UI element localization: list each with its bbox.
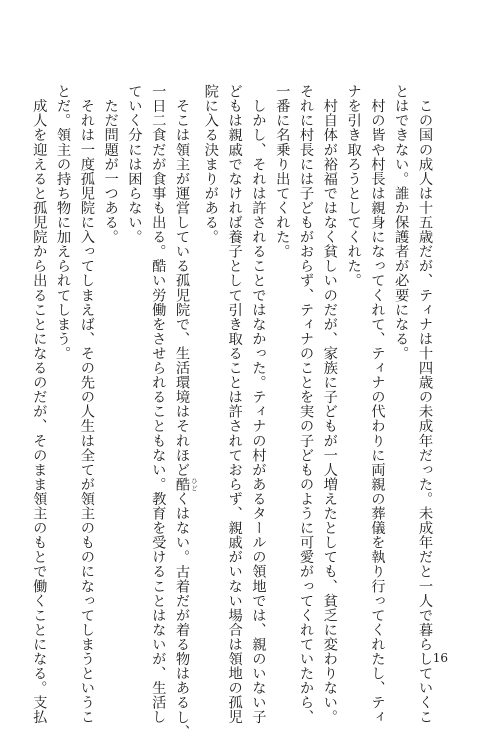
text-line-7: 一番に名乗り出てくれた。 xyxy=(274,84,291,259)
text-line-6: それに村長には子どもがおらず、ティナのことを実の子どものように可愛がってくれていたから、 xyxy=(298,84,315,725)
text-line-15: それは一度孤児院に入ってしまえば、その先の人生は全てが領主のものになってしまうというこ xyxy=(78,84,95,725)
text-line-5: 村自体が裕福ではなく貧しいのだが、家族に子どもが一人増えたとしても、貧乏に変わりない。 xyxy=(321,84,338,725)
text-line-1: この国の成人は十五歳だが、ティナは十四歳の未成年だった。未成年だと一人で暮らしていくこ xyxy=(417,84,433,725)
text-line-3: 村の皆や村長は親身になってくれて、ティナの代わりに両親の葬儀を執り行ってくれたし、ティ xyxy=(369,84,386,725)
ruby-annotation: 酷 ひど xyxy=(174,476,199,492)
text-line-10: 院に入る決まりがある。 xyxy=(202,84,219,245)
ruby-reading: ひど xyxy=(190,476,199,492)
text-line-8: しかし、それは許されることではなかった。ティナの村があるタールの領地では、親のいない子 xyxy=(250,84,267,725)
text-line-11: そこは領主が運営している孤児院で、生活環境はそれほど酷 ひどくはない。古着だが着る物はあるし、 xyxy=(174,84,199,739)
text-line-9: どもは親戚でなければ養子として引き取ることは許されておらず、親戚がいない場合は領地の孤児 xyxy=(226,84,243,725)
page-number: 16 xyxy=(432,651,448,665)
text-line-12: 一日二食だが食事も出る。酷い労働をさせられることもない。教育を受けることはないが、生活し xyxy=(150,84,167,725)
text-line-16: とだ。領主の持ち物に加えられてしまう。 xyxy=(55,84,72,361)
vertical-text-body xyxy=(31,84,436,739)
text-line-2: とはできない。誰か保護者が必要になる。 xyxy=(393,84,410,361)
text-line-14: ただ問題が一つある。 xyxy=(102,84,119,245)
text-line-17: 成人を迎えると孤児院から出ることになるのだが、そのまま領主のもとで働くことになる。支払 xyxy=(31,84,48,725)
text-line-13: ていく分には困らない。 xyxy=(126,84,143,245)
text-line-4: ナを引き取ろうとしてくれた。 xyxy=(345,84,362,288)
